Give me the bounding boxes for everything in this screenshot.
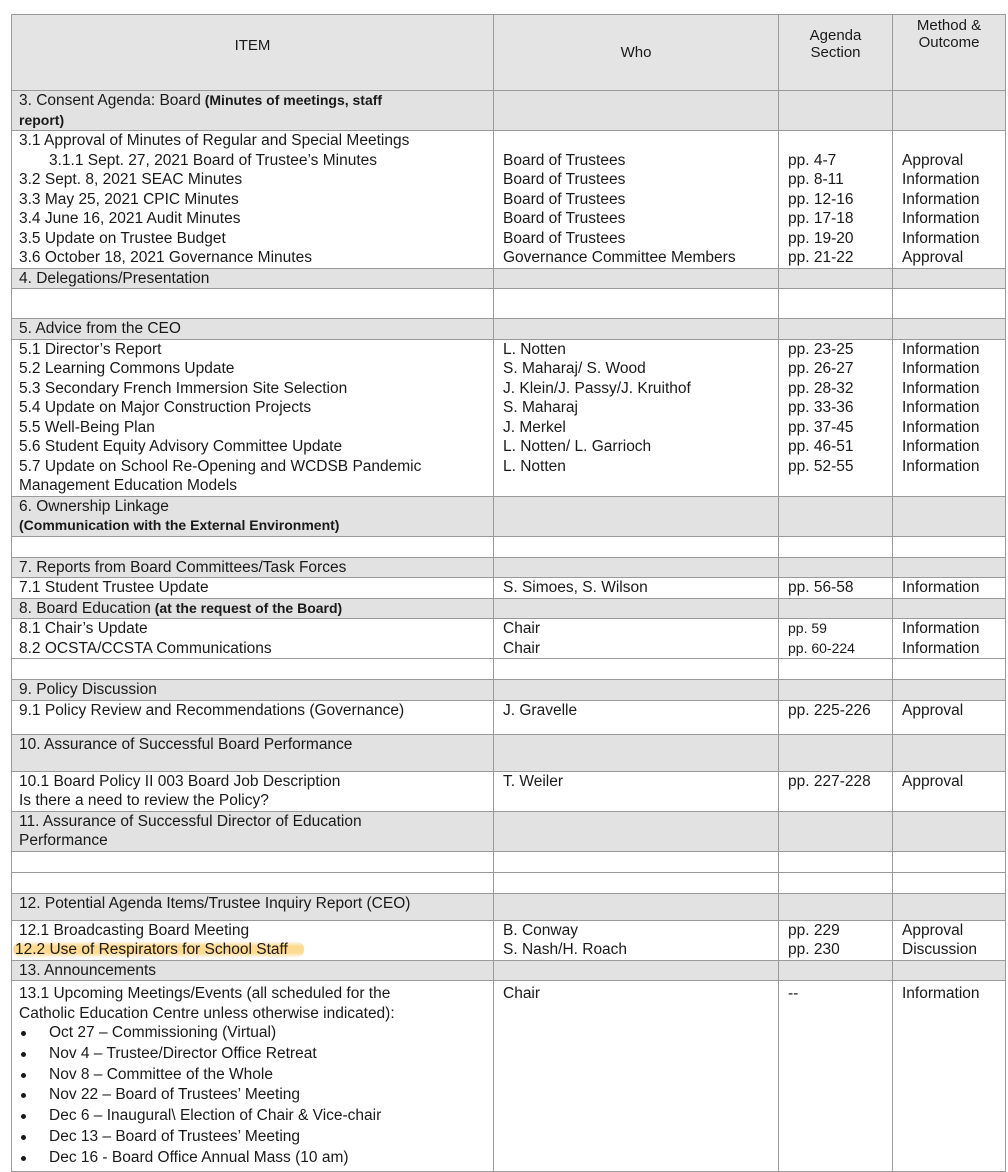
section-cell: --: [779, 981, 893, 1172]
section-title: 10. Assurance of Successful Board Performance: [12, 734, 494, 771]
section-10-header: [12, 734, 1006, 771]
method-cell: Approval: [893, 771, 1006, 811]
list-item: Dec 16 - Board Office Annual Mass (10 am): [19, 1148, 486, 1169]
section-title: 9. Policy Discussion: [12, 680, 494, 701]
item-cell: 9.1 Policy Review and Recommendations (Governance): [12, 700, 494, 734]
table-row: [12, 700, 1006, 734]
section-title: 6. Ownership Linkage (Communication with the External Environment): [12, 496, 494, 536]
header-who: Who: [494, 15, 779, 91]
section-4-header: [12, 268, 1006, 289]
item-cell: 7.1 Student Trustee Update: [12, 578, 494, 599]
header-method-outcome: Method & Outcome: [893, 15, 1006, 91]
blank-row: [12, 536, 1006, 557]
section-cell: pp. 59 pp. 60-224: [779, 619, 893, 659]
list-item: Nov 22 – Board of Trustees’ Meeting: [19, 1085, 486, 1106]
section-cell: pp. 225-226: [779, 700, 893, 734]
list-item: Dec 13 – Board of Trustees’ Meeting: [19, 1127, 486, 1148]
table-row: [12, 981, 1006, 1172]
section-title: 11. Assurance of Successful Director of Education Performance: [12, 811, 494, 851]
section-title: 3. Consent Agenda: Board (Minutes of meetings, staff report): [12, 91, 494, 131]
who-cell: T. Weiler: [494, 771, 779, 811]
section-title: 4. Delegations/Presentation: [12, 268, 494, 289]
section-title: 13. Announcements: [12, 960, 494, 981]
table-row: [12, 131, 1006, 269]
blank-row: [12, 659, 1006, 680]
who-cell: J. Gravelle: [494, 700, 779, 734]
table-row: [12, 920, 1006, 960]
item-cell: 10.1 Board Policy II 003 Board Job Description Is there a need to review the Policy?: [12, 771, 494, 811]
item-cell: 12.1 Broadcasting Board Meeting 12.2 Use of Respirators for School Staff: [12, 920, 494, 960]
method-cell: Information Information Information Information Information Information Information: [893, 339, 1006, 496]
section-title: 5. Advice from the CEO: [12, 319, 494, 340]
header-agenda-section: Agenda Section: [779, 15, 893, 91]
section-5-header: [12, 319, 1006, 340]
highlighted-item: 12.2 Use of Respirators for School Staff: [13, 941, 304, 958]
table-row: [12, 339, 1006, 496]
section-9-header: [12, 680, 1006, 701]
item-cell: 8.1 Chair’s Update 8.2 OCSTA/CCSTA Communications: [12, 619, 494, 659]
section-title: 8. Board Education (at the request of the Board): [12, 598, 494, 619]
section-7-header: [12, 557, 1006, 578]
table-row: [12, 771, 1006, 811]
section-12-header: [12, 893, 1006, 920]
item-cell: 3.1 Approval of Minutes of Regular and Special Meetings 3.1.1 Sept. 27, 2021 Board of Trustee’s Minutes 3.2 Sept. 8, 2021 SEAC Minutes 3.3 May 25, 2021 CPIC Minutes 3.4 June 16, 2021 Audit Minutes 3.5 Update on Trustee Budget 3.6 October 18, 2021 Governance Minutes: [12, 131, 494, 269]
item-cell: 5.1 Director’s Report 5.2 Learning Commons Update 5.3 Secondary French Immersion Site Selection 5.4 Update on Major Construction Projects 5.5 Well-Being Plan 5.6 Student Equity Advisory Committee Update 5.7 Update on School Re-Opening and WCDSB Pandemic Management Education Models: [12, 339, 494, 496]
method-cell: Approval: [893, 700, 1006, 734]
who-cell: S. Simoes, S. Wilson: [494, 578, 779, 599]
blank-row: [12, 851, 1006, 872]
section-3-header: [12, 91, 1006, 131]
section-cell: pp. 4-7 pp. 8-11 pp. 12-16 pp. 17-18 pp. 19-20 pp. 21-22: [779, 131, 893, 269]
who-cell: Board of Trustees Board of Trustees Board of Trustees Board of Trustees Board of Trustees Governance Committee Members: [494, 131, 779, 269]
agenda-table: [11, 14, 1006, 1172]
list-item: Oct 27 – Commissioning (Virtual): [19, 1023, 486, 1044]
section-title: 7. Reports from Board Committees/Task Forces: [12, 557, 494, 578]
section-11-header: [12, 811, 1006, 851]
method-cell: Information: [893, 981, 1006, 1172]
list-item: Dec 6 – Inaugural\ Election of Chair & Vice-chair: [19, 1106, 486, 1127]
section-title: 12. Potential Agenda Items/Trustee Inquiry Report (CEO): [12, 893, 494, 920]
method-cell: Approval Discussion: [893, 920, 1006, 960]
blank-row: [12, 289, 1006, 319]
who-cell: Chair: [494, 981, 779, 1172]
section-cell: pp. 227-228: [779, 771, 893, 811]
table-header-row: [12, 15, 1006, 91]
section-cell: pp. 23-25 pp. 26-27 pp. 28-32 pp. 33-36 pp. 37-45 pp. 46-51 pp. 52-55: [779, 339, 893, 496]
method-cell: Information: [893, 578, 1006, 599]
section-13-header: [12, 960, 1006, 981]
table-row: [12, 578, 1006, 599]
section-6-header: [12, 496, 1006, 536]
section-cell: pp. 56-58: [779, 578, 893, 599]
who-cell: Chair Chair: [494, 619, 779, 659]
method-cell: Information Information: [893, 619, 1006, 659]
section-cell: pp. 229 pp. 230: [779, 920, 893, 960]
method-cell: Approval Information Information Information Information Approval: [893, 131, 1006, 269]
who-cell: B. Conway S. Nash/H. Roach: [494, 920, 779, 960]
section-8-header: [12, 598, 1006, 619]
list-item: Nov 4 – Trustee/Director Office Retreat: [19, 1044, 486, 1065]
item-cell: 13.1 Upcoming Meetings/Events (all scheduled for the Catholic Education Centre unless otherwise indicated): Oct 27 – Commissioning (Virtual) Nov 4 – Trustee/Director Office Retreat Nov 8 – Committee of the Whole Nov 22 – Board of Trustees’ Meeting Dec 6 – Inaugural\ Election of Chair & Vice-chair Dec 13 – Board of Trustees’ Meeting Dec 16 - Board Office Annual Mass (10 am): [12, 981, 494, 1172]
header-item: ITEM: [12, 15, 494, 91]
table-row: [12, 619, 1006, 659]
list-item: Nov 8 – Committee of the Whole: [19, 1065, 486, 1086]
who-cell: L. Notten S. Maharaj/ S. Wood J. Klein/J. Passy/J. Kruithof S. Maharaj J. Merkel L. Notten/ L. Garrioch L. Notten: [494, 339, 779, 496]
blank-row: [12, 872, 1006, 893]
